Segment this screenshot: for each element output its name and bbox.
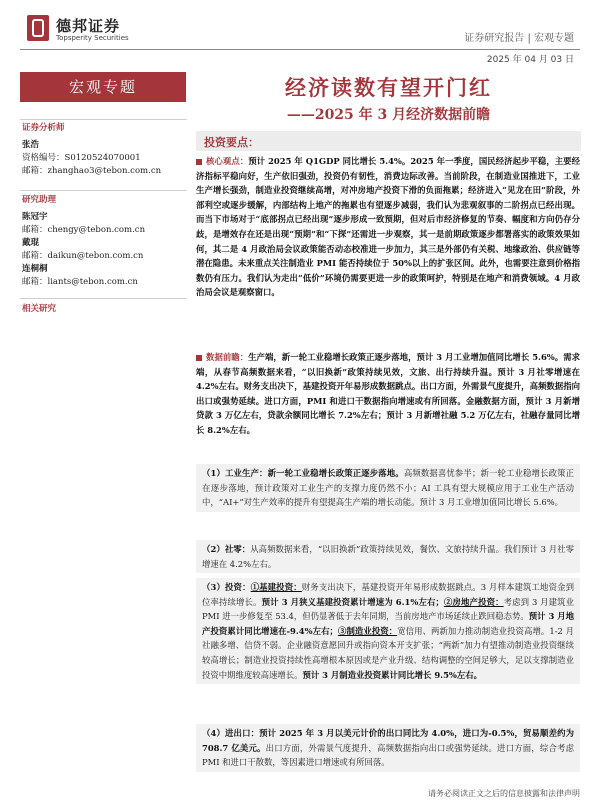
header-divider [20,49,580,50]
assistant-heading: 研究助理 [22,195,57,205]
manufacturing-forecast: 预计 3 月制造业投资累计同比增长 9.5%左右。 [302,669,482,680]
related-research-block [22,303,187,316]
core-view-paragraph [196,154,580,300]
company-logo-icon [27,15,49,41]
trade-forecast: 预计 2025 年 3 月以美元计价的出口同比为 4.0%，进口为-0.5%，贸易顺差约为 708.7 亿美元。 [202,728,574,753]
report-date: 2025 年 04 月 03 日 [486,55,574,65]
category-tag: 宏观专题 [20,72,186,102]
data-preview-label: 数据前瞻： [206,352,249,362]
sidebar-divider [20,298,187,299]
trade-lead: （4）进出口： [202,728,260,738]
logo-chinese-name: 德邦证券 [56,17,121,35]
trade-paragraph [196,724,580,772]
investment-paragraph [196,578,580,684]
retail-sales-paragraph [196,540,580,573]
infra-text: 财务支出决下，基建投资开年易形成数据跳点。3 月样本建筑工地资金到位率持续增长。 [202,582,575,607]
logo-english-name: Topsperity Securities [56,34,129,42]
data-preview-paragraph [196,350,580,438]
disclaimer-footer: 请务必阅读正文之后的信息披露和法律声明 [428,789,580,798]
industrial-production-paragraph [196,464,580,512]
sidebar-divider [20,119,187,120]
investment-lead: （3）投资： [202,582,251,592]
core-view-label: 核心观点： [206,156,249,166]
infra-forecast: 预计 3 月狭义基建投资累计增速为 6.1%左右； [261,596,444,607]
data-preview-text: 生产端，新一轮工业稳增长政策正逐步落地，预计 3 月工业增加值同比增长 5.6%。需求端，从春节高频数据来看，“以旧换新”政策持续见效，文旅、出行持续升温。预计 3 月社零增速在 4.2%左右。财务支出决下，基建投资开年易形成数据跳点。出口方面，外需景气度提升，高频数据指向出口或强势延续。进口方面，PMI 和进口干数据指向增速或有所回落。金融数据方面，预计 3 月新增贷款 3 万亿左右，贷款余额同比增长 7.2%左右；预计 3 月新增社融 5.2 万亿左右，社融存量同比增长 8.2%左右。 [196,352,580,435]
assistant-email[interactable]: 邮箱：chengy@tebon.com.cn [22,225,146,235]
property-label: ②房地产投资： [443,596,504,607]
sidebar-divider [20,190,187,191]
report-title: 经济读数有望开门红 [285,75,492,100]
property-forecast: 预计 3 月地产投资累计同比增速在-9.4%左右； [202,611,574,636]
industrial-text: 高频数据喜忧参半；新一轮工业稳增长政策正在逐步落地，预计政策对工业生产的支撑力度仍然不小；AI 工具有望大规模应用于工业生产活动中，“AI+”对生产效率的提升有望提高生产端的增长动能。预计 3 月工业增加值同比增长 5.6%。 [202,468,574,508]
report-subtitle: ——2025 年 3 月经济数据前瞻 [286,107,491,123]
retail-lead: （2）社零： [202,544,251,554]
assistant-block [22,194,187,289]
core-view-text: 预计 2025 年 Q1GDP 同比增长 5.4%。2025 年一季度，国民经济起步平稳，主要经济指标平稳向好，生产依旧强劲，投资仍有韧性，消费边际改善。当前阶段，在制造业国推进下，工业生产增长强劲，制造业投资继续高增，对冲房地产投资下滑的负面拖累；经济进入“见龙在田”阶段，外部利空或逐步缓解，内部结构上地产的拖累也有望逐步减弱，我们认为悲观叙事的二阶拐点已经出现。而当下市场对于“底部拐点已经出现”逐步形成一致预期，但对后市经济修复的节奏、幅度和方向仍存分歧，是增效存在还是出现“预期”和“下探”还需进一步观察，其一是前期政策逐步都署落实的政策效果如何，其二是 4 月政治局会议政策能否动态校准进一步加力，其三是外部仍有关税、地缘政治、供应链等潜在隐患。未来重点关注制造业 PMI 能否持续位于 50%以上的扩张区间。此外，也需要注意到价格指数仍有压力。我们认为走出“低价”环境仍需要更进一步的政策呵护，特别是在地产和消费领域。4 月政治局会议是观察窗口。 [196,156,580,298]
property-text: 考虑到 3 月建筑业 PMI 进一步修复至 53.4，但仍显著低于去年同期，当前房地产市场延续止跌回稳态势。 [202,596,575,622]
trade-text: 出口方面，外需景气度提升，高频数据指向出口或强势延续。进口方面，综合考虑 PMI 和进口干散数，等因素进口增速或有所回落。 [202,742,574,768]
investment-highlights-header [196,131,581,151]
report-type: 证券研究报告 | 宏观专题 [464,33,574,44]
bullet-icon [196,355,202,361]
assistant-name: 陈冠宇 [22,212,48,222]
infra-label: ①基建投资： [250,582,302,592]
industrial-bold: 新一轮工业稳增长政策正逐步落地。 [267,468,404,478]
related-heading: 相关研究 [22,304,57,314]
analyst-cert: 资格编号：S0120524070001 [22,153,141,163]
manufacturing-label: ③制造业投资： [337,625,398,636]
manufacturing-text: 宽信用、两新加力推动制造业投资高增。1-2 月社融多增、信贷不弱。企业融资意愿回升或指向资本开支扩张；“两新”加力有望推动制造业投资继续较高增长；制造业投资持续性高增根本原因或是产业升级、结构调整的空间足够大，足以支撑制造业投资中期维度较高速增长。 [202,625,574,680]
assistant-name: 戴琨 [22,238,40,248]
analyst-heading: 证券分析师 [22,123,65,133]
industrial-lead: （1）工业生产： [202,468,268,478]
analyst-block [22,122,187,178]
assistant-name: 连桐桐 [22,264,48,274]
section-heading: 投资要点： [204,136,259,149]
analyst-name: 张浩 [22,140,40,150]
assistant-email[interactable]: 邮箱：liants@tebon.com.cn [22,277,138,287]
assistant-email[interactable]: 邮箱：daikun@tebon.com.cn [22,251,144,261]
bullet-icon [196,159,202,165]
retail-text: 从高频数据来看，“以旧换新”政策持续见效，餐饮、文旅持续升温。我们预计 3 月社零增速在 4.2%左右。 [202,544,575,569]
analyst-email[interactable]: 邮箱：zhanghao3@tebon.com.cn [22,166,162,176]
